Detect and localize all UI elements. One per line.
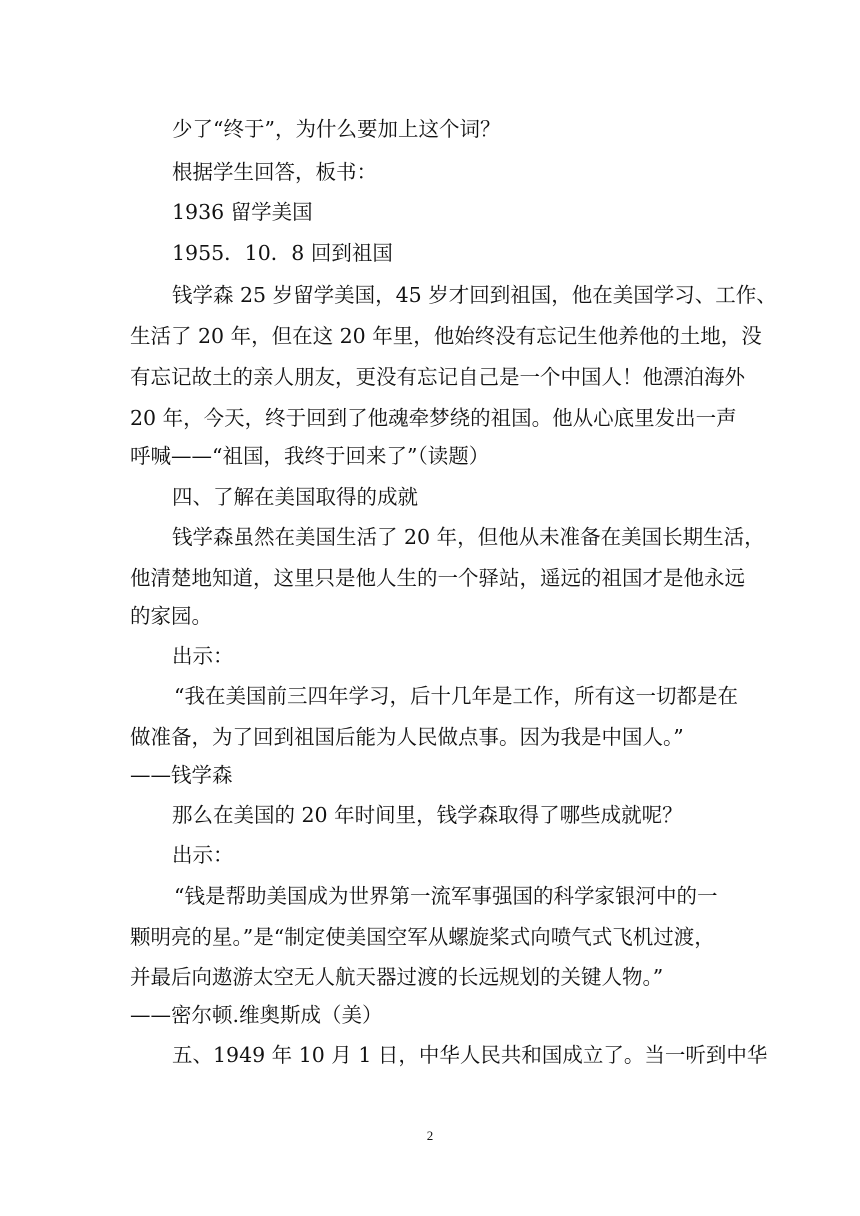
quote-line: 做准备，为了回到祖国后能为人民做点事。因为我是中国人。” bbox=[130, 725, 684, 749]
paragraph-line: 有忘记故土的亲人朋友，更没有忘记自己是一个中国人！他漂泊海外 bbox=[130, 365, 745, 389]
paragraph-line: 的家园。 bbox=[130, 604, 212, 628]
section-heading: 四、了解在美国取得的成就 bbox=[172, 485, 418, 509]
paragraph-line: 他清楚地知道，这里只是他人生的一个驿站，遥远的祖国才是他永远 bbox=[130, 566, 745, 590]
section-heading: 五、1949 年 10 月 1 日，中华人民共和国成立了。当一听到中华 bbox=[172, 1043, 768, 1067]
quote-line: “钱是帮助美国成为世界第一流军事强国的科学家银河中的一 bbox=[174, 884, 718, 908]
quote-line: 并最后向遨游太空无人航天器过渡的长远规划的关键人物。” bbox=[130, 965, 664, 989]
quote-line: “我在美国前三四年学习，后十几年是工作，所有这一切都是在 bbox=[174, 684, 738, 708]
paragraph-line: 生活了 20 年，但在这 20 年里，他始终没有忘记生他养他的土地，没 bbox=[130, 324, 762, 348]
text-line: 1936 留学美国 bbox=[172, 200, 313, 224]
quote-attribution: ——钱学森 bbox=[130, 763, 233, 787]
quote-line: 颗明亮的星。”是“制定使美国空军从螺旋桨式向喷气式飞机过渡， bbox=[130, 925, 715, 949]
paragraph-line: 钱学森 25 岁留学美国，45 岁才回到祖国，他在美国学习、工作、 bbox=[172, 283, 777, 307]
paragraph-line: 20 年，今天，终于回到了他魂牵梦绕的祖国。他从心底里发出一声 bbox=[130, 406, 737, 430]
paragraph-line: 钱学森虽然在美国生活了 20 年，但他从未准备在美国长期生活， bbox=[172, 525, 765, 549]
text-line: 出示： bbox=[172, 644, 234, 668]
quote-attribution: ——密尔顿.维奥斯成（美） bbox=[130, 1003, 383, 1027]
text-line: 出示： bbox=[172, 843, 234, 867]
paragraph-line: 呼喊——“祖国，我终于回来了”（读题） bbox=[130, 444, 490, 468]
page-number: 2 bbox=[426, 1128, 434, 1143]
text-line: 根据学生回答，板书： bbox=[172, 160, 377, 184]
text-line: 那么在美国的 20 年时间里，钱学森取得了哪些成就呢？ bbox=[172, 803, 683, 827]
text-line: 少了“终于”，为什么要加上这个词？ bbox=[172, 117, 501, 141]
text-line: 1955．10．8 回到祖国 bbox=[172, 241, 393, 265]
